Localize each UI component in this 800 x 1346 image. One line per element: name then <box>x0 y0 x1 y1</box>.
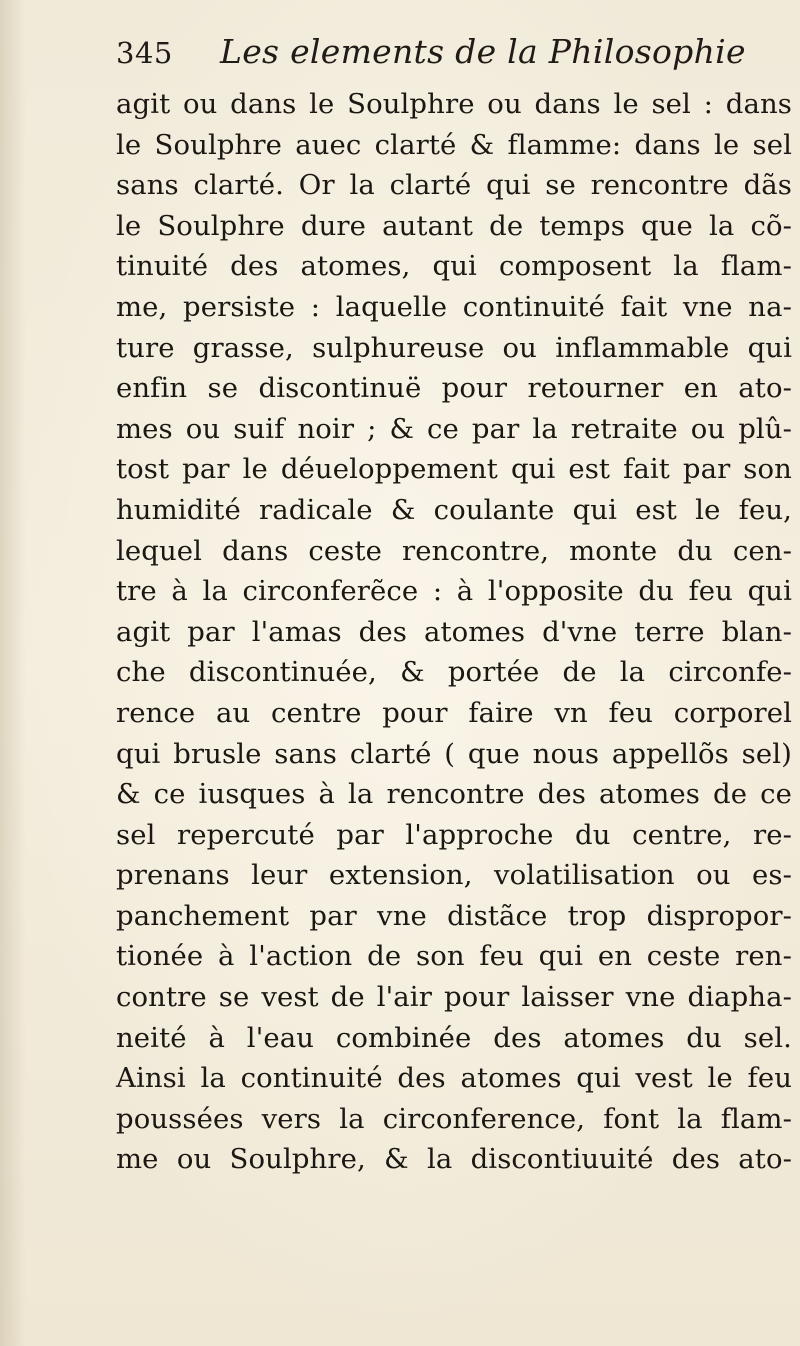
page-number: 345 <box>116 36 173 70</box>
text-line: tost par le déueloppement qui est fait par son <box>116 453 792 486</box>
text-line: Ainsi la continuité des atomes qui vest le feu <box>116 1062 792 1095</box>
text-line: che discontinuée, & portée de la circonfe- <box>116 656 792 689</box>
text-line: me, persiste : laquelle continuité fait vne na- <box>116 290 792 323</box>
text-line: le Soulphre dure autant de temps que la cõ- <box>116 209 792 242</box>
text-line: le Soulphre auec clarté & flamme: dans le sel <box>116 128 792 161</box>
text-line: contre se vest de l'air pour laisser vne diapha- <box>116 981 792 1014</box>
text-line: poussées vers la circonference, font la flam- <box>116 1102 792 1135</box>
text-line: humidité radicale & coulante qui est le feu, <box>116 493 792 526</box>
text-line: sel repercuté par l'approche du centre, re- <box>116 818 792 851</box>
text-line: me ou Soulphre, & la discontiuuité des ato- <box>116 1143 792 1176</box>
text-line: ture grasse, sulphureuse ou inflammable qui <box>116 331 792 364</box>
text-line: qui brusle sans clarté ( que nous appellõs sel) <box>116 737 792 770</box>
text-line: sans clarté. Or la clarté qui se rencontre dãs <box>116 169 792 202</box>
text-line: tre à la circonferẽce : à l'opposite du feu qui <box>116 575 792 608</box>
text-line: agit ou dans le Soulphre ou dans le sel : dans <box>116 88 792 120</box>
text-line: tionée à l'action de son feu qui en ceste ren- <box>116 940 792 973</box>
text-line: & ce iusques à la rencontre des atomes de ce <box>116 778 792 811</box>
text-line: rence au centre pour faire vn feu corporel <box>116 696 792 729</box>
text-line: mes ou suif noir ; & ce par la retraite ou plû- <box>116 412 792 445</box>
text-line: enfin se discontinuë pour retourner en ato- <box>116 372 792 405</box>
running-title: Les elements de la Philosophie <box>220 32 746 71</box>
text-line: prenans leur extension, volatilisation ou es- <box>116 859 792 892</box>
text-line: panchement par vne distãce trop dispropor- <box>116 899 792 932</box>
body-text <box>116 84 796 1180</box>
text-line: tinuité des atomes, qui composent la flam- <box>116 250 792 283</box>
page-gutter-shadow <box>0 0 26 1346</box>
text-line: lequel dans ceste rencontre, monte du cen- <box>116 534 792 567</box>
text-line: agit par l'amas des atomes d'vne terre blan- <box>116 615 792 648</box>
running-head <box>116 30 756 82</box>
text-line: neité à l'eau combinée des atomes du sel. <box>116 1021 792 1054</box>
